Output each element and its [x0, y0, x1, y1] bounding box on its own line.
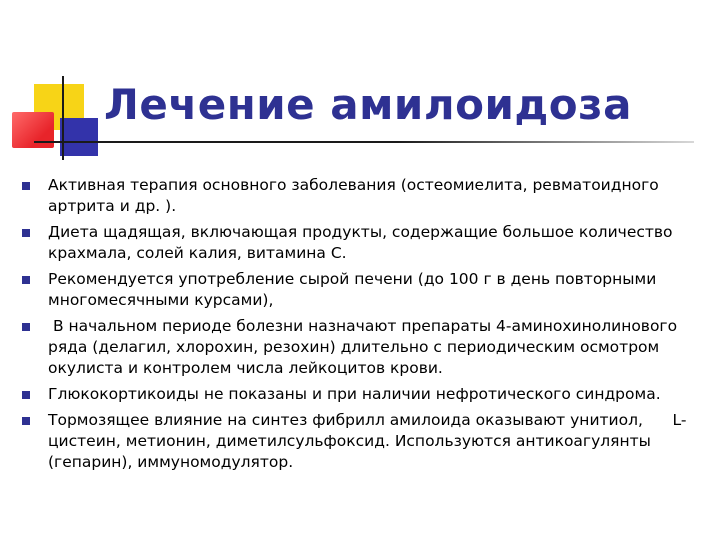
bullet-item	[22, 410, 702, 473]
bullet-list	[22, 175, 702, 478]
bullet-item	[22, 269, 702, 311]
square-bullet-icon	[22, 323, 30, 331]
bullet-text: В начальном периоде болезни назначают препараты 4-аминохинолинового ряда (делагил, хлорохин, резохин) длительно с периодическим осмотром окулиста и контролем числа лейкоцитов крови.	[48, 317, 682, 377]
bullet-item	[22, 316, 702, 379]
bullet-text: Рекомендуется употребление сырой печени (до 100 г в день повторными многомесячными курсами),	[48, 270, 662, 309]
bullet-text: Активная терапия основного заболевания (остеомиелита, ревматоидного артрита и др. ).	[48, 176, 664, 215]
slide-title: Лечение амилоидоза	[104, 80, 632, 129]
bullet-text: Глюкокортикоиды не показаны и при наличии нефротического синдрома.	[48, 385, 661, 403]
bullet-item	[22, 175, 702, 217]
square-bullet-icon	[22, 182, 30, 190]
bullet-text: Тормозящее влияние на синтез фибрилл амилоида оказывают унитиол, L-цистеин, метионин, диметилсульфоксид. Используются антикоагулянты (гепарин), иммуномодулятор.	[48, 411, 687, 471]
logo-blue-square	[60, 118, 98, 156]
square-bullet-icon	[22, 417, 30, 425]
logo-vertical-line	[62, 76, 64, 160]
bullet-item	[22, 222, 702, 264]
square-bullet-icon	[22, 276, 30, 284]
square-bullet-icon	[22, 229, 30, 237]
bullet-text: Диета щадящая, включающая продукты, содержащие большое количество крахмала, солей калия, витамина С.	[48, 223, 678, 262]
bullet-item	[22, 384, 702, 405]
square-bullet-icon	[22, 391, 30, 399]
title-underline	[34, 141, 694, 143]
